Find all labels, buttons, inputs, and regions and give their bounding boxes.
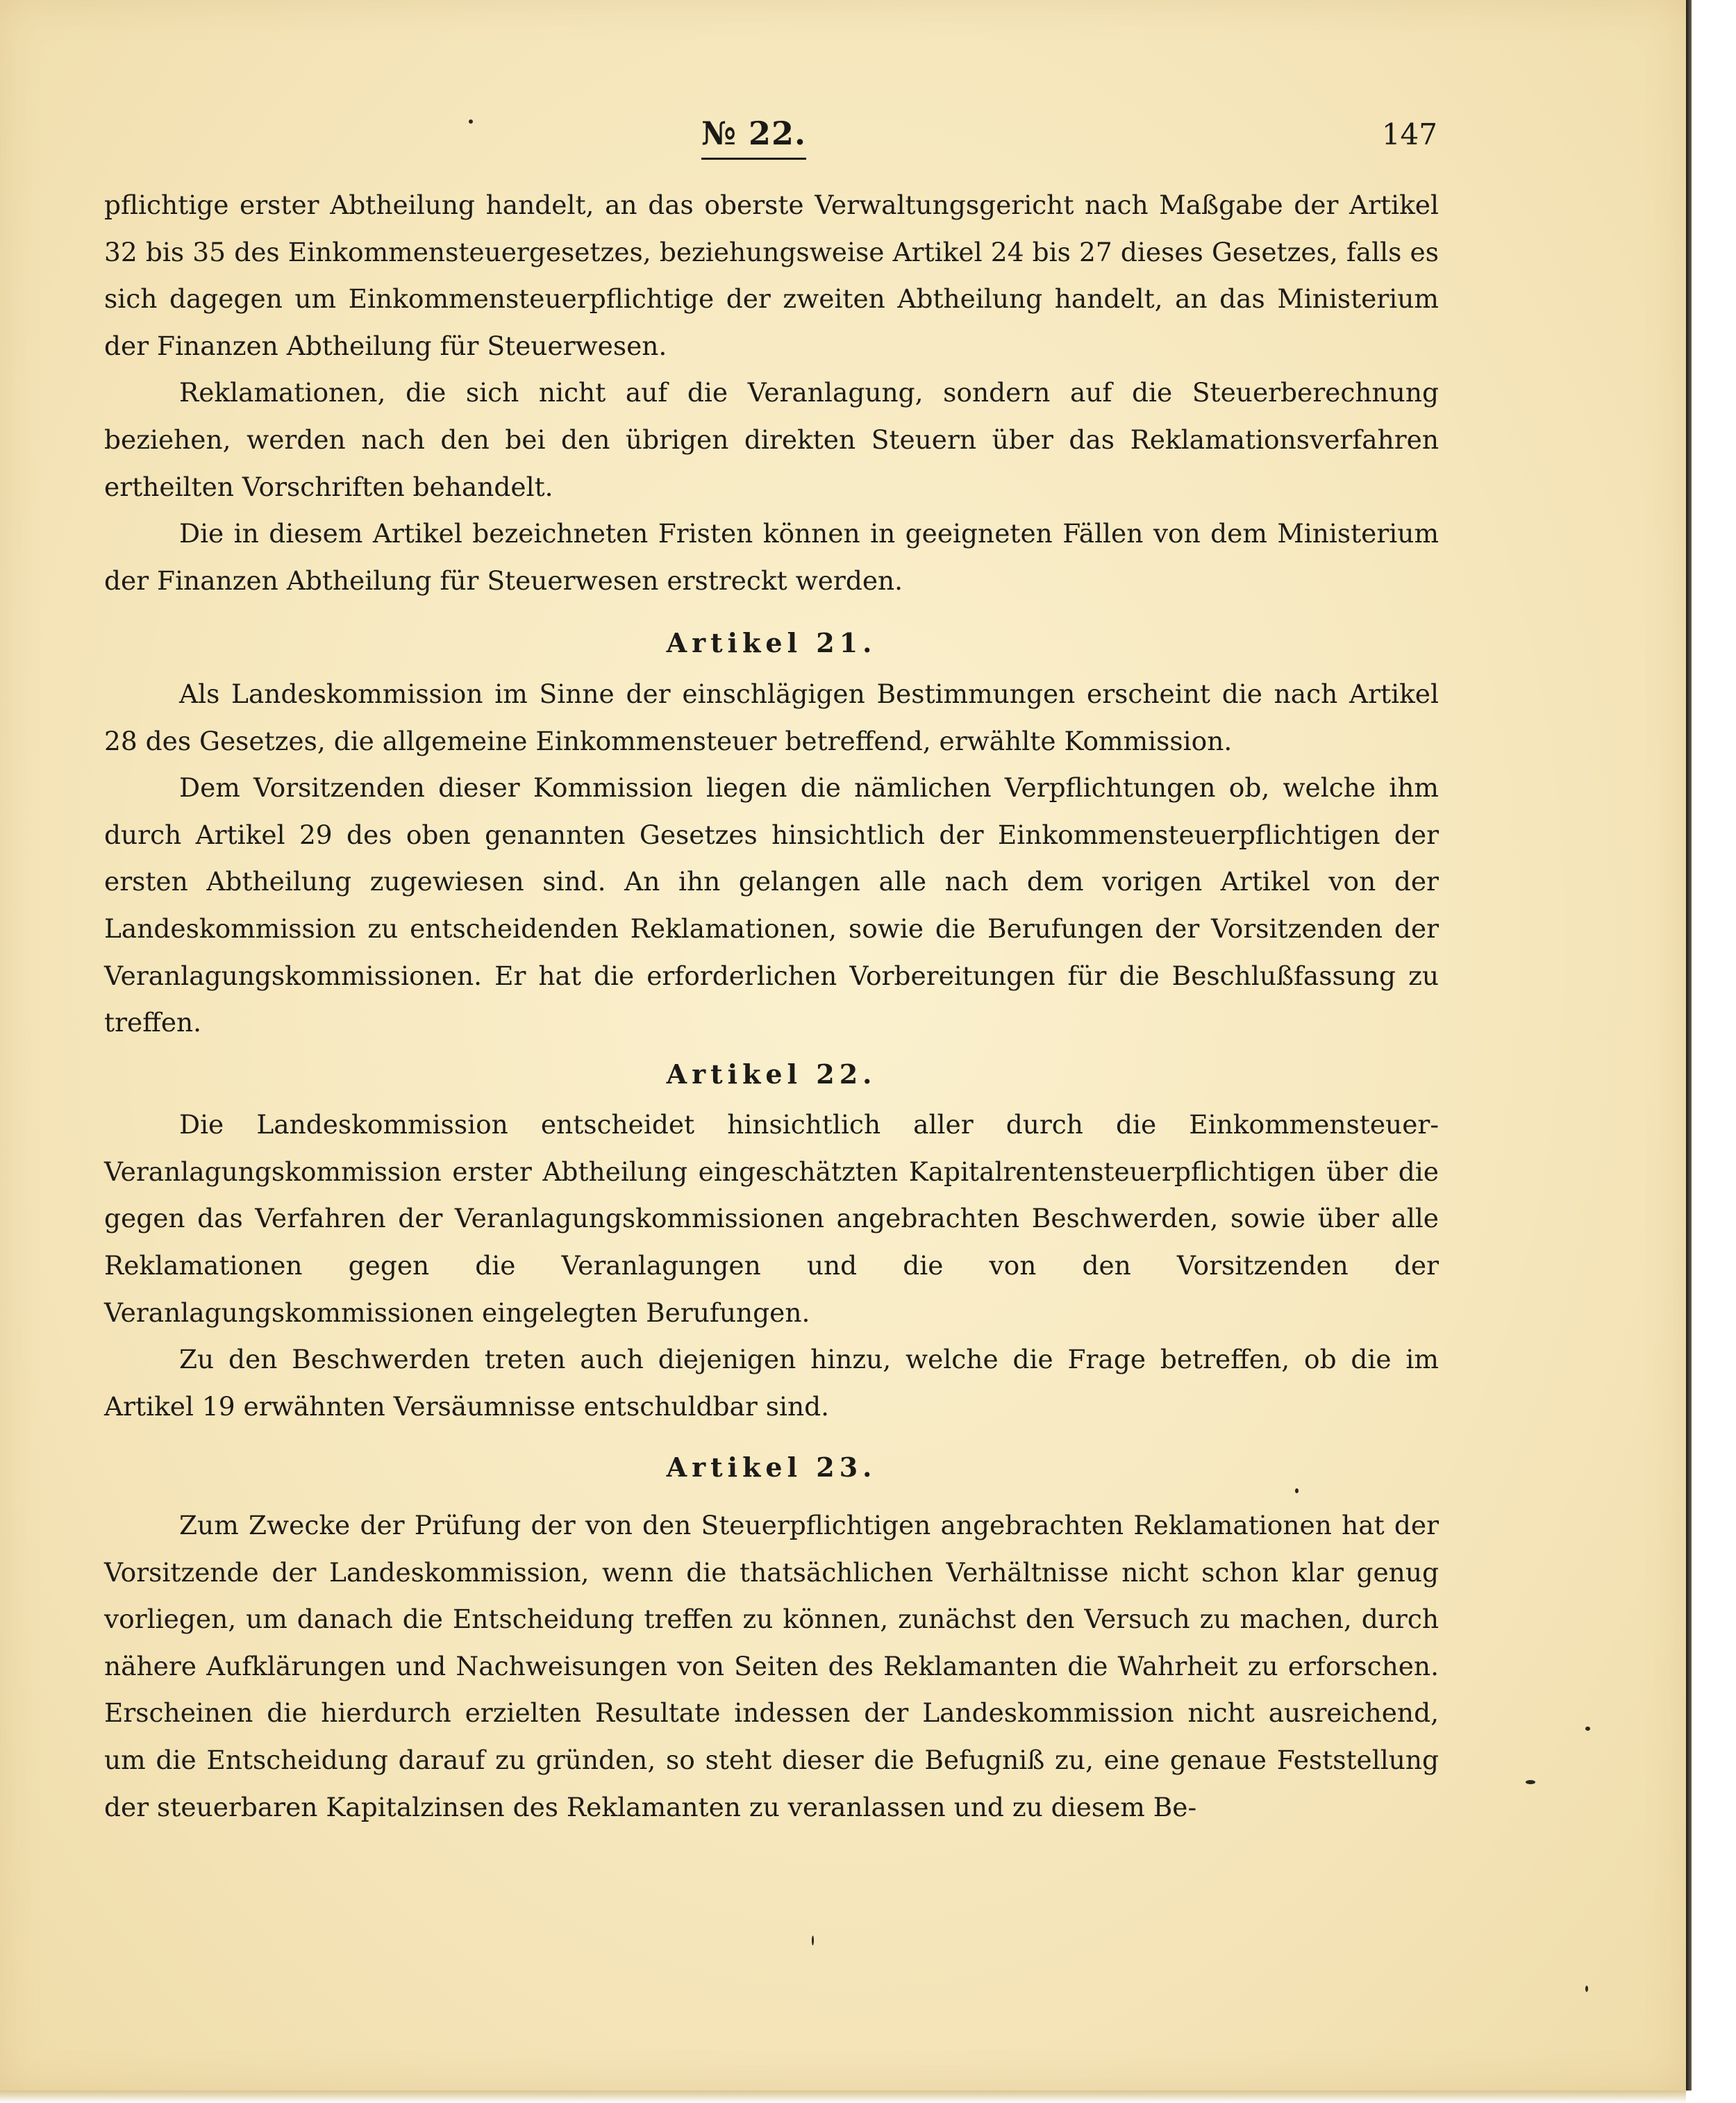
- article-23-heading: Artikel 23.: [666, 1452, 877, 1483]
- paragraph: Dem Vorsitzenden dieser Kommission liegen die nämlichen Verpflichtungen ob, welche ihm durch Artikel 29 des oben genannten Gesetzes hinsichtlich der Einkommensteuerpflichtigen der ersten Abtheilung zugewiesen sind. An ihn gelangen alle nach dem vorigen Artikel von der Landeskommission zu entscheidenden Reklamationen, sowie die Berufungen der Vorsitzenden der Veranlagungskommissionen. Er hat die erforderlichen Vorbereitungen für die Beschlußfassung zu treffen.: [104, 772, 1439, 1038]
- ink-speck: [1585, 1727, 1590, 1731]
- article-21-heading: Artikel 21.: [666, 627, 877, 659]
- paragraph: Zu den Beschwerden treten auch diejenigen hinzu, welche die Frage betreffen, ob die im Artikel 19 erwähnten Versäumnisse entschuldbar sind.: [104, 1344, 1439, 1422]
- paragraph: Als Landeskommission im Sinne der einschlägigen Bestimmungen erscheint die nach Artikel 28 des Gesetzes, die allgemeine Einkommensteuer betreffend, erwählte Kommission.: [104, 678, 1439, 756]
- paragraph: pflichtige erster Abtheilung handelt, an das oberste Verwaltungsgericht nach Maßgabe der Artikel 32 bis 35 des Einkommensteuergesetzes, beziehungsweise Artikel 24 bis 27 dieses Gesetzes, falls es sich dagegen um Einkommensteuerpflichtige der zweiten Abtheilung handelt, an das Ministerium der Finanzen Abtheilung für Steuerwesen.: [104, 190, 1439, 361]
- page-edge: [1686, 0, 1736, 2103]
- article-22-heading: Artikel 22.: [666, 1058, 877, 1090]
- ink-speck: [1526, 1780, 1535, 1784]
- page-body: [104, 182, 1439, 1831]
- issue-number: № 22.: [701, 115, 806, 160]
- ink-speck: [812, 1936, 814, 1945]
- bottom-edge: [0, 2090, 1686, 2103]
- ink-speck: [1585, 1986, 1588, 1992]
- paragraph: Zum Zwecke der Prüfung der von den Steuerpflichtigen angebrachten Reklamationen hat der Vorsitzende der Landeskommission, wenn die thatsächlichen Verhältnisse nicht schon klar genug vorliegen, um danach die Entscheidung treffen zu können, zunächst den Versuch zu machen, durch nähere Aufklärungen und Nachweisungen von Seiten des Reklamanten die Wahrheit zu erforschen. Erscheinen die hierdurch erzielten Resultate indessen der Landeskommission nicht ausreichend, um die Entscheidung darauf zu gründen, so steht dieser die Befugniß zu, eine genaue Feststellung der steuerbaren Kapitalzinsen des Reklamanten zu veranlassen und zu diesem Be-: [104, 1510, 1439, 1822]
- page-number: 147: [1381, 117, 1437, 151]
- paragraph: Die in diesem Artikel bezeichneten Fristen können in geeigneten Fällen von dem Ministerium der Finanzen Abtheilung für Steuerwesen erstreckt werden.: [104, 518, 1439, 596]
- paragraph: Reklamationen, die sich nicht auf die Veranlagung, sondern auf die Steuerberechnung beziehen, werden nach den bei den übrigen direkten Steuern über das Reklamationsverfahren ertheilten Vorschriften behandelt.: [104, 377, 1439, 502]
- paragraph: Die Landeskommission entscheidet hinsichtlich aller durch die Einkommensteuer-Veranlagungskommission erster Abtheilung eingeschätzten Kapitalrentensteuerpflichtigen über die gegen das Verfahren der Veranlagungskommissionen angebrachten Beschwerden, sowie über alle Reklamationen gegen die Veranlagungen und die von den Vorsitzenden der Veranlagungskommissionen eingelegten Berufungen.: [104, 1109, 1439, 1328]
- page-header: [104, 115, 1437, 170]
